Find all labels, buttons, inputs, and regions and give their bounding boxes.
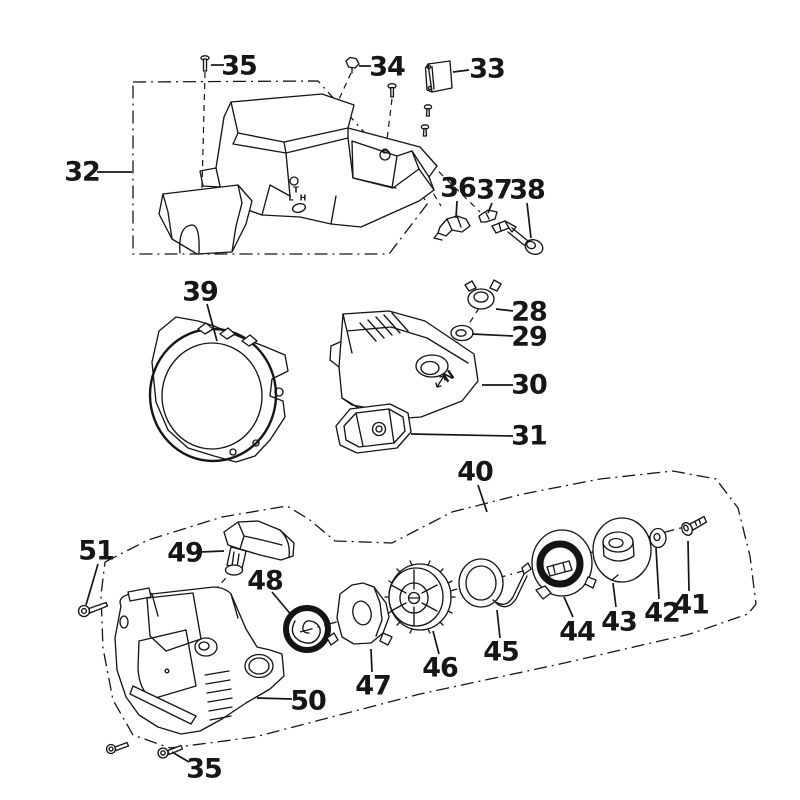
part-number-36: 36	[440, 172, 476, 204]
part-41-screw	[680, 517, 707, 538]
screw-35-top	[201, 56, 209, 71]
emboss-h: H	[299, 193, 307, 203]
part-number-34: 34	[369, 51, 405, 83]
part-number-35-bottom: 35	[186, 753, 222, 785]
part-number-43: 43	[601, 606, 637, 638]
part-number-35-top: 35	[221, 50, 257, 82]
part-number-47: 47	[355, 670, 391, 702]
screw-35-bottom-left	[107, 743, 129, 754]
leader-line-43	[613, 583, 616, 607]
screw-34	[346, 58, 359, 74]
leader-line-45	[497, 610, 500, 638]
part-42-washer	[650, 529, 666, 548]
emboss-n: N	[440, 367, 458, 387]
leader-line-40	[478, 485, 487, 512]
part-31-filter-base-plate	[336, 404, 411, 453]
part-number-33: 33	[469, 53, 505, 85]
leader-line-47	[371, 649, 372, 672]
construction-knob-28-axis	[467, 308, 479, 327]
part-44-rewind-spring	[532, 530, 596, 599]
emboss-t: T	[293, 185, 299, 195]
leader-line-38	[527, 203, 531, 238]
leader-line-50	[257, 698, 292, 699]
part-number-50: 50	[290, 685, 326, 717]
screw-below-34	[388, 84, 396, 97]
part-number-42: 42	[644, 597, 680, 629]
part-46-rope-pulley	[385, 561, 455, 633]
leader-line-33	[453, 70, 469, 72]
leader-line-46	[433, 631, 439, 654]
part-43-pulley-disc	[593, 518, 651, 582]
part-cylinder-shroud-flap	[159, 185, 252, 254]
part-39-fan-housing	[150, 317, 288, 462]
leader-line-31	[411, 434, 513, 436]
part-number-37: 37	[476, 174, 512, 206]
leader-line-41	[688, 541, 689, 591]
part-28-filter-knob	[465, 280, 501, 309]
part-45-friction-ring	[459, 559, 531, 607]
part-51-screw	[79, 603, 108, 617]
part-number-32: 32	[64, 156, 100, 188]
part-number-45: 45	[483, 636, 519, 668]
leader-line-49	[200, 551, 224, 552]
part-number-28: 28	[511, 296, 547, 328]
part-36-bracket	[434, 216, 470, 240]
part-50-starter-housing	[115, 587, 284, 734]
leader-line-44	[564, 597, 573, 617]
part-number-40: 40	[457, 456, 493, 488]
part-number-29: 29	[511, 321, 547, 353]
emboss-l: L	[288, 193, 294, 203]
part-number-38: 38	[509, 174, 545, 206]
part-number-49: 49	[167, 537, 203, 569]
part-number-30: 30	[511, 369, 547, 401]
part-number-41: 41	[673, 589, 709, 621]
leader-line-36	[456, 201, 457, 218]
screw-under-33-a	[424, 105, 431, 116]
leader-line-42	[656, 548, 659, 599]
part-38-choke-rod	[492, 221, 545, 257]
part-number-39: 39	[182, 276, 218, 308]
screw-under-33-b	[421, 125, 428, 136]
part-number-48: 48	[247, 565, 283, 597]
part-33-cover-plate	[426, 61, 453, 92]
part-number-46: 46	[422, 652, 458, 684]
part-number-31: 31	[511, 420, 547, 452]
part-number-51: 51	[78, 535, 114, 567]
part-number-44: 44	[559, 616, 595, 648]
leader-line-29	[472, 334, 513, 336]
parts-layer	[79, 53, 707, 758]
leader-line-51	[86, 564, 98, 605]
part-29-washer	[451, 326, 473, 341]
part-47-spring-cover	[337, 583, 392, 645]
